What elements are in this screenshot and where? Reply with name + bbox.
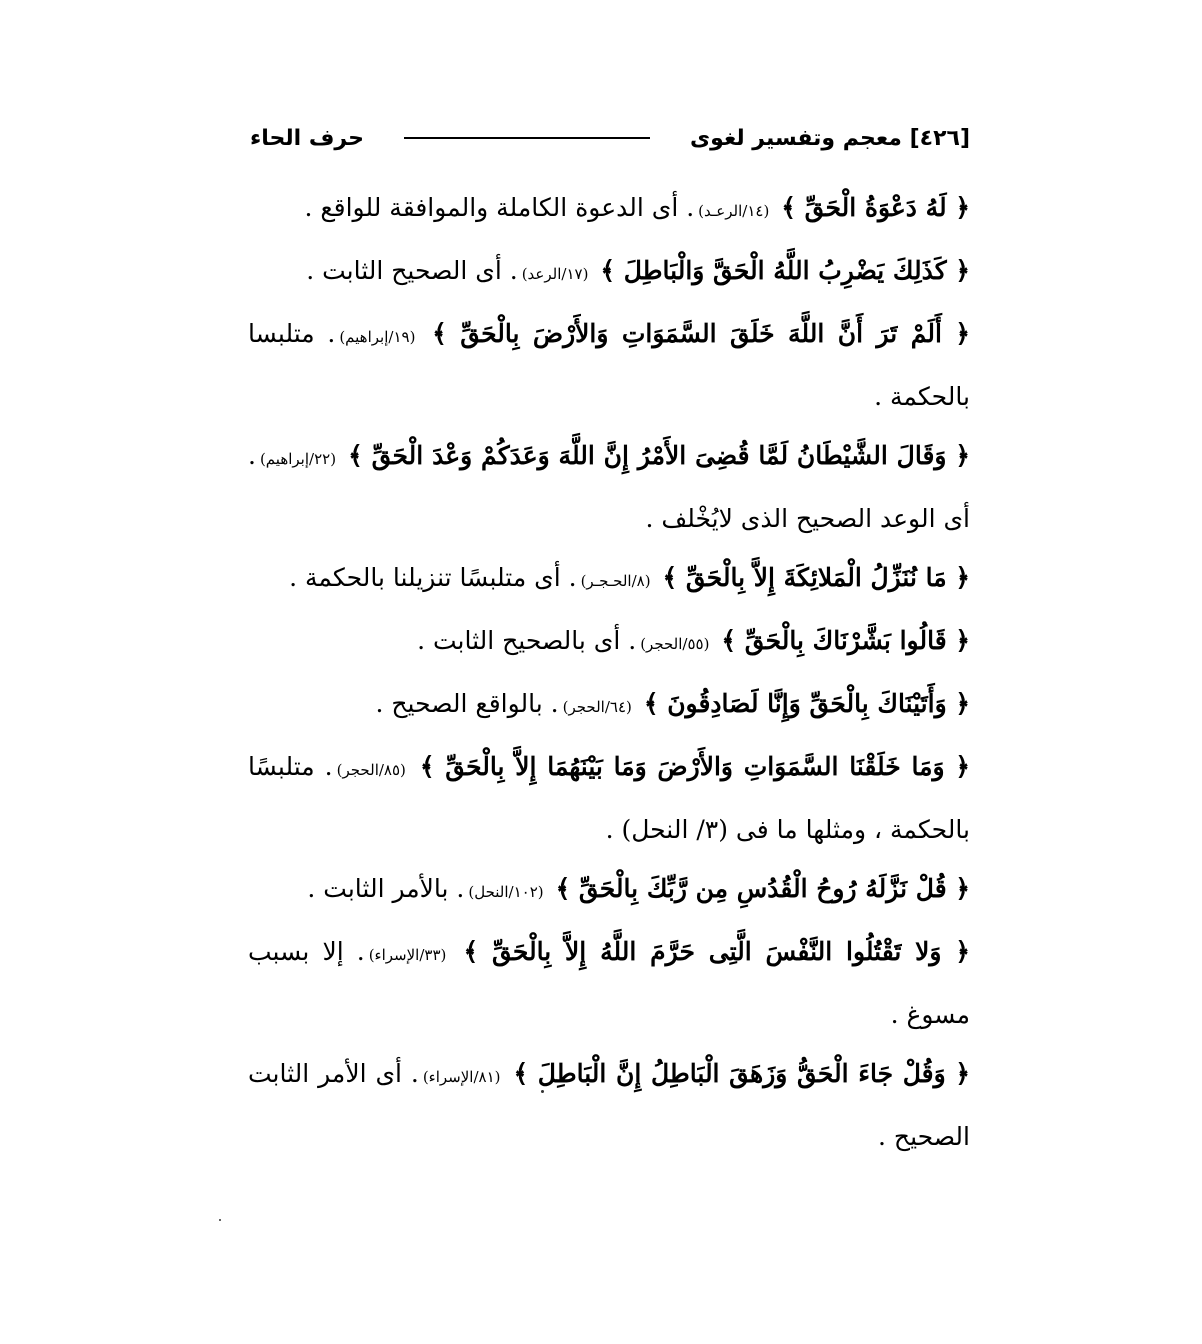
verse-text: ﴿ وَمَا خَلَقْنَا السَّمَوَاتِ وَالأَرْضَ وَمَا بَيْنَهُمَا إِلاَّ بِالْحَقِّ ﴾ (419, 752, 970, 781)
verse-text: ﴿ مَا نُنَزِّلُ الْمَلائِكَةَ إِلاَّ بِالْحَقِّ ﴾ (662, 563, 970, 592)
verse-reference: (٥٥/الحجر) (640, 635, 710, 653)
explanation-text: . أى الأمر الثابت الصحيح . (248, 1059, 970, 1151)
scan-speck (541, 1090, 544, 1093)
verse-text: ﴿ كَذَلِكَ يَضْرِبُ اللَّهُ الْحَقَّ وَالْبَاطِلَ ﴾ (600, 256, 970, 285)
section-title: حرف الحاء (250, 125, 364, 151)
entry-10 (248, 922, 970, 1044)
header-rule (404, 137, 650, 139)
scan-speck (219, 1219, 221, 1221)
explanation-text: . أى الصحيح الثابت . (306, 256, 518, 285)
explanation-text: . متلبسًا بالحكمة ، ومثلها ما فى (٣/ النحل) . (248, 752, 970, 844)
entry-4 (248, 426, 970, 548)
book-title-with-page-number (690, 126, 970, 151)
explanation-text: . أى الوعد الصحيح الذى لايُخْلف . (248, 441, 970, 533)
entry-11 (248, 1044, 970, 1166)
verse-reference: (٨/الحـجـر) (580, 572, 651, 590)
verse-text: ﴿ لَهُ دَعْوَةُ الْحَقِّ ﴾ (781, 193, 970, 222)
explanation-text: . بالأمر الثابت . (307, 874, 465, 903)
page-body (248, 178, 970, 1166)
entry-8 (248, 737, 970, 859)
verse-text: ﴿ وَلا تَقْتُلُوا النَّفْسَ الَّتِى حَرَّمَ اللَّهُ إِلاَّ بِالْحَقِّ ﴾ (463, 937, 971, 966)
explanation-text: . متلبسا بالحكمة . (248, 319, 970, 411)
verse-text: ﴿ أَلَمْ تَرَ أَنَّ اللَّهَ خَلَقَ السَّمَوَاتِ وَالأَرْضَ بِالْحَقِّ ﴾ (432, 319, 970, 348)
book-title: معجم وتفسير لغوى (689, 125, 902, 151)
entry-3 (248, 304, 970, 426)
verse-reference: (١٧/الرعد) (521, 265, 589, 283)
verse-reference: (١٠٢/النحل) (468, 883, 544, 901)
verse-reference: (١٩/إبراهيم) (339, 328, 416, 346)
verse-text: ﴿ قَالُوا بَشَّرْنَاكَ بِالْحَقِّ ﴾ (721, 626, 970, 655)
explanation-text: . أى الدعوة الكاملة والموافقة للواقع . (304, 193, 695, 222)
explanation-text: . أى بالصحيح الثابت . (417, 626, 637, 655)
entry-1 (248, 178, 970, 241)
verse-reference: (٦٤/الحجر) (562, 698, 632, 716)
entry-5 (248, 548, 970, 611)
entry-7 (248, 674, 970, 737)
verse-text: ﴿ وَأَتَيْنَاكَ بِالْحَقِّ وَإِنَّا لَصَادِقُونَ ﴾ (643, 689, 970, 718)
entry-9 (248, 859, 970, 922)
explanation-text: . إلا بسبب مسوغ . (248, 937, 970, 1029)
verse-reference: (٨٥/الحجر) (336, 761, 406, 779)
verse-reference: (٢٢/إبراهيم) (259, 450, 337, 468)
explanation-text: . أى متلبسًا تنزيلنا بالحكمة . (289, 563, 577, 592)
verse-reference: (٣٣/الإسراء) (368, 946, 447, 964)
verse-text: ﴿ قُلْ نَزَّلَهُ رُوحُ الْقُدُسِ مِن رَّبِّكَ بِالْحَقِّ ﴾ (555, 874, 970, 903)
verse-text: ﴿ وَقَالَ الشَّيْطَانُ لَمَّا قُضِىَ الأَمْرُ إِنَّ اللَّهَ وَعَدَكُمْ وَعْدَ الْحَقِّ ﴾ (348, 441, 970, 470)
running-header (250, 118, 970, 158)
verse-reference: (٨١/الإسراء) (422, 1068, 501, 1086)
verse-text: ﴿ وَقُلْ جَاءَ الْحَقُّ وَزَهَقَ الْبَاطِلُ إِنَّ الْبَاطِلَ ﴾ (513, 1059, 971, 1088)
explanation-text: . بالواقع الصحيح . (375, 689, 559, 718)
page-number: [٤٢٦] (909, 125, 970, 151)
entry-2 (248, 241, 970, 304)
entry-6 (248, 611, 970, 674)
verse-reference: (١٤/الرعـد) (698, 202, 770, 220)
